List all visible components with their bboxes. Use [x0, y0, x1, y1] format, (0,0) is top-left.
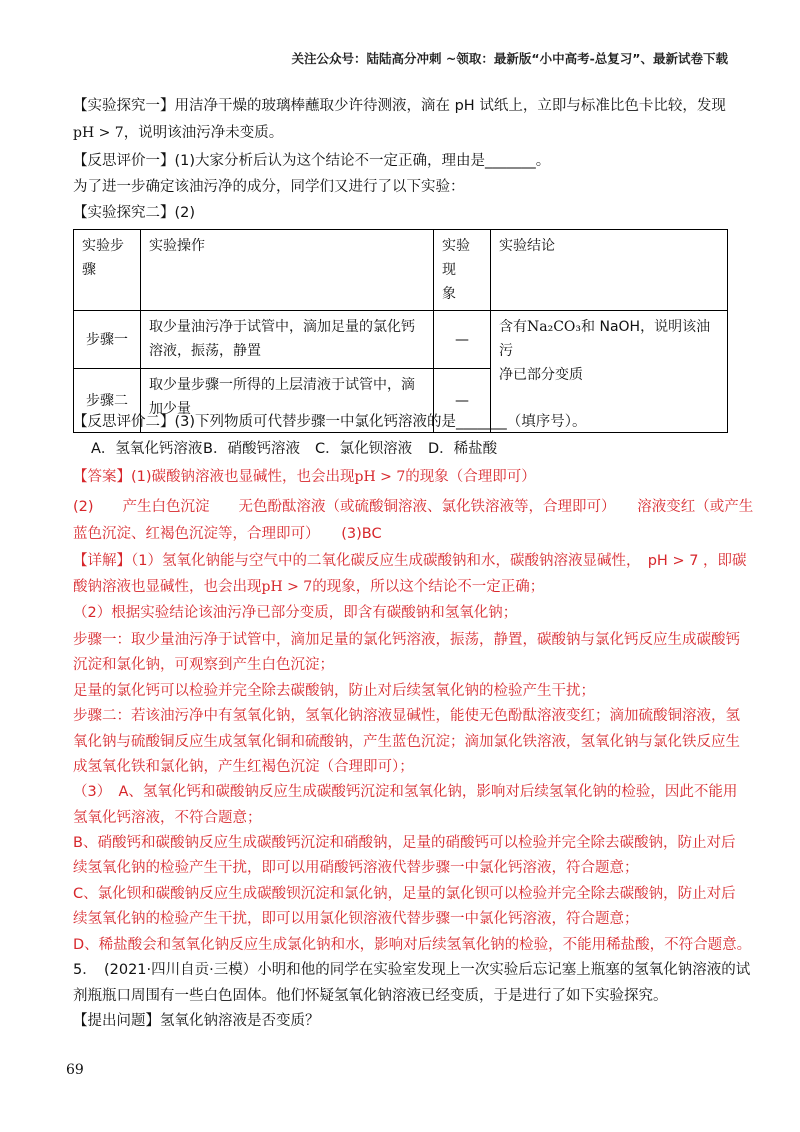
option-b: B．硝酸钙溶液: [203, 441, 300, 457]
answer-line2: (2) 产生白色沉淀 无色酚酞溶液（或硫酸铜溶液、氯化铁溶液等，合理即可） 溶液变红（或产生: [73, 499, 754, 515]
option-c: C．氯化钡溶液: [315, 441, 413, 457]
header-step: 实验步 骤: [74, 230, 141, 311]
header-operation: 实验操作: [141, 230, 434, 311]
row1-phenomenon: —: [434, 311, 491, 369]
detail-line5: 沉淀和氯化钠，可观察到产生白色沉淀；: [73, 657, 334, 673]
answer-line3: 蓝色沉淀、红褐色沉淀等，合理即可） (3)BC: [73, 526, 382, 542]
page-number: 69: [66, 1062, 84, 1078]
eval2-line: 【反思评价二】(3)下列物质可代替步骤一中氯化钙溶液的是_______（填序号）。: [73, 414, 587, 430]
exp1-line1: 【实验探究一】用洁净干燥的玻璃棒蘸取少许待测液，滴在 pH 试纸上，立即与标准比色卡比较，发现: [73, 98, 726, 114]
row2-step: 步骤二: [74, 369, 141, 433]
exp1-text: ，说明该油污净未变质。: [123, 125, 284, 141]
ph-value: pH > 7: [73, 125, 124, 141]
q5-line1: 5． (2021·四川自贡·三模）小明和他的同学在实验室发现上一次实验后忘记塞上瓶塞的氢氧化钠溶液的试: [73, 962, 751, 978]
q5-line3: 【提出问题】氢氧化钠溶液是否变质？: [73, 1013, 320, 1029]
row1-step: 步骤一: [74, 311, 141, 369]
detail-line4: 步骤一：取少量油污净于试管中，滴加足量的氯化钙溶液，振荡，静置，碳酸钠与氯化钙反应生成碳酸钙: [73, 632, 740, 648]
answer-line1: 【答案】(1)碳酸钠溶液也显碱性，也会出现pH > 7的现象（合理即可）: [73, 469, 536, 485]
row2-operation: 取少量步骤一所得的上层清液于试管中，滴 加少量: [141, 369, 434, 433]
eval1-line: 【反思评价一】(1)大家分析后认为这个结论不一定正确，理由是_______。: [73, 153, 551, 169]
detail-line13: 续氢氧化钠的检验产生干扰，即可以用硝酸钙溶液代替步骤一中氯化钙溶液，符合题意；: [73, 860, 639, 876]
conclusion-cell: 含有Na₂CO₃和 NaOH，说明该油污 净已部分变质: [491, 311, 728, 433]
option-d: D．稀盐酸: [428, 441, 498, 457]
detail-line6: 足量的氯化钙可以检验并完全除去碳酸钠，防止对后续氢氧化钠的检验产生干扰；: [73, 683, 595, 699]
detail-line10: （3） A、氢氧化钙和碳酸钠反应生成碳酸钙沉淀和氢氧化钠，影响对后续氢氧化钠的检验，因此不能用: [73, 784, 738, 800]
option-a: A．氢氧化钙溶液: [91, 441, 203, 457]
row2-phenomenon: —: [434, 369, 491, 433]
detail-line15: 续氢氧化钠的检验产生干扰，即可以用氯化钡溶液代替步骤一中氯化钙溶液，符合题意；: [73, 911, 639, 927]
detail-line12: B、硝酸钙和碳酸钠反应生成碳酸钙沉淀和硝酸钠，足量的硝酸钙可以检验并完全除去碳酸钠，防止对后: [73, 835, 736, 851]
detail-line1: 【详解】（1）氢氧化钠能与空气中的二氧化碳反应生成碳酸钠和水，碳酸钠溶液显碱性， pH > 7 ，即碳: [73, 553, 747, 569]
detail-line7: 步骤二：若该油污净中有氢氧化钠，氢氧化钠溶液显碱性，能使无色酚酞溶液变红；滴加硫酸铜溶液，氢: [73, 708, 740, 724]
detail-line8: 氧化钠与硫酸铜反应生成氢氧化铜和硫酸钠，产生蓝色沉淀；滴加氯化铁溶液，氢氧化钠与氯化铁反应生: [73, 734, 740, 750]
exp2-title: 【实验探究二】(2): [73, 205, 196, 221]
row1-operation: 取少量油污净于试管中，滴加足量的氯化钙 溶液，振荡，静置: [141, 311, 434, 369]
detail-line9: 成氢氧化铁和氯化钠，产生红褐色沉淀（合理即可）；: [73, 759, 414, 775]
page-header: 关注公众号：陆陆高分冲刺 ~领取：最新版“小中高考-总复习”、最新试卷下载: [291, 51, 728, 66]
detail-line11: 氢氧化钙溶液，不符合题意；: [73, 810, 262, 826]
q5-line2: 剂瓶瓶口周围有一些白色固体。他们怀疑氢氧化钠溶液已经变质，于是进行了如下实验探究。: [73, 988, 668, 1004]
experiment-table: [73, 229, 728, 433]
header-phenomenon: 实验现 象: [434, 230, 491, 311]
intro2-line: 为了进一步确定该油污净的成分，同学们又进行了以下实验：: [73, 179, 465, 195]
detail-line2: 酸钠溶液也显碱性，也会出现pH > 7的现象，所以这个结论不一定正确；: [73, 579, 545, 595]
exp1-line2: [73, 123, 283, 143]
detail-line3: （2）根据实验结论该油污净已部分变质，即含有碳酸钠和氢氧化钠；: [73, 605, 518, 621]
header-conclusion: 实验结论: [491, 230, 728, 311]
detail-line16: D、稀盐酸会和氢氧化钠反应生成氯化钠和水，影响对后续氢氧化钠的检验，不能用稀盐酸，不符合题意。: [73, 937, 752, 953]
detail-line14: C、氯化钡和碳酸钠反应生成碳酸钡沉淀和氯化钠，足量的氯化钡可以检验并完全除去碳酸钠，防止对后: [73, 886, 736, 902]
options-row: [91, 439, 497, 459]
